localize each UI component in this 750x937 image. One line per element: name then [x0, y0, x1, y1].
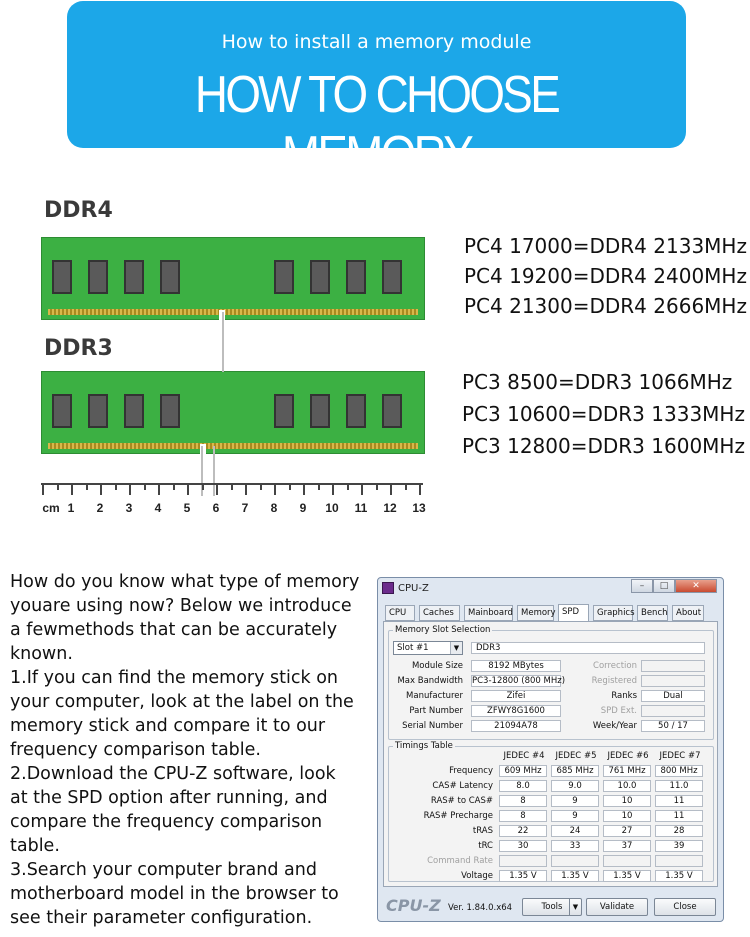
spd-ext-field — [641, 705, 705, 717]
ruler-tick — [260, 483, 262, 490]
frequency-line: PC4 17000=DDR4 2133MHz — [464, 234, 747, 258]
timings-cell: 9.0 — [551, 780, 599, 792]
ruler-tick — [361, 483, 363, 495]
tab-memory[interactable]: Memory — [517, 605, 554, 621]
spd-panel — [383, 621, 718, 887]
timings-cell: 8 — [499, 810, 547, 822]
timings-cell: 1.35 V — [655, 870, 703, 882]
timings-cell: 28 — [655, 825, 703, 837]
timings-cell: 11 — [655, 810, 703, 822]
instructions-text: How do you know what type of memory youare using now? Below we introduce a fewmethods that can be accurately known. 1.If you can find the memory stick on your computer, look at the label on the memory stick and compare it to our frequency comparison table. 2.Download the CPU-Z software, look at the SPD option after running, and compare the frequency comparison table. 3.Search your computer brand and motherboard model in the browser to see their parameter configuration. — [10, 572, 360, 928]
timings-cell: 8.0 — [499, 780, 547, 792]
ruler-label: 9 — [299, 501, 307, 515]
timings-cell: 10 — [603, 795, 651, 807]
module-size-label: Module Size — [411, 661, 463, 671]
serial-number-field: 21094A78 — [471, 720, 561, 732]
memory-chip — [346, 394, 366, 428]
timings-cell: 30 — [499, 840, 547, 852]
ruler-label: 12 — [383, 501, 397, 515]
memory-chip — [124, 394, 144, 428]
tab-cpu[interactable]: CPU — [385, 605, 415, 621]
tab-spd[interactable]: SPD — [558, 604, 589, 622]
max-bandwidth-field: PC3-12800 (800 MHz) — [472, 676, 566, 686]
ruler-tick — [202, 483, 204, 490]
ruler-tick — [115, 483, 117, 490]
tab-mainboard[interactable]: Mainboard — [464, 605, 513, 621]
ruler-label: 6 — [212, 501, 220, 515]
frequency-line: PC4 21300=DDR4 2666MHz — [464, 294, 747, 318]
ruler-tick — [347, 483, 349, 490]
ruler-label: 1 — [67, 501, 75, 515]
timings-cell — [655, 855, 703, 867]
tools-button-label: Tools — [541, 902, 563, 912]
ruler-label: 7 — [241, 501, 249, 515]
timings-row-label: Voltage — [461, 871, 493, 881]
memory-chip — [274, 394, 294, 428]
ruler-label: 3 — [125, 501, 133, 515]
slot-select-value: Slot #1 — [397, 643, 429, 653]
timings-cell — [603, 855, 651, 867]
registered-label: Registered — [591, 676, 637, 686]
slot-select[interactable] — [393, 641, 463, 655]
ruler-tick — [376, 483, 378, 490]
ruler-label: 5 — [183, 501, 191, 515]
ruler-tick — [86, 483, 88, 490]
memory-chip — [52, 394, 72, 428]
timings-group-title: Timings Table — [395, 741, 453, 751]
timings-row-label: tRAS — [472, 826, 493, 836]
timings-cell: 9 — [551, 795, 599, 807]
timings-group — [388, 741, 714, 882]
timings-row-label: tRC — [478, 841, 493, 851]
cpuz-version: Ver. 1.84.0.x64 — [448, 903, 513, 913]
tools-button[interactable] — [522, 898, 582, 916]
timings-cell: 11.0 — [655, 780, 703, 792]
ruler-tick — [216, 483, 218, 495]
ddr4-memory-stick — [41, 237, 425, 320]
memory-slot-group — [388, 625, 714, 740]
spd-ext-label: SPD Ext. — [600, 706, 637, 716]
ruler — [41, 483, 431, 523]
timings-row-label: Frequency — [449, 766, 493, 776]
ruler-label: 13 — [412, 501, 426, 515]
banner-title: HOW TO CHOOSE MEMORY — [194, 66, 559, 184]
cpuz-titlebar — [378, 578, 723, 600]
memory-chip — [310, 394, 330, 428]
registered-field — [641, 675, 705, 687]
frequency-line: PC3 12800=DDR3 1600MHz — [462, 434, 745, 458]
header-banner — [67, 1, 686, 184]
timings-cell — [551, 855, 599, 867]
ruler-label: 2 — [96, 501, 104, 515]
part-number-label: Part Number — [409, 706, 463, 716]
minimize-icon[interactable]: – — [631, 579, 653, 593]
ruler-tick — [187, 483, 189, 495]
module-size-field: 8192 MBytes — [471, 660, 561, 672]
timings-cell: 24 — [551, 825, 599, 837]
timings-cell: 37 — [603, 840, 651, 852]
ruler-tick — [318, 483, 320, 490]
memory-chip — [382, 260, 402, 294]
ruler-label: 11 — [354, 501, 368, 515]
manufacturer-field: Zifei — [471, 690, 561, 702]
timings-cell: 27 — [603, 825, 651, 837]
validate-button[interactable]: Validate — [586, 898, 648, 916]
ruler-tick — [42, 483, 44, 495]
tab-bench[interactable]: Bench — [637, 605, 668, 621]
close-icon[interactable]: ✕ — [675, 579, 717, 593]
ruler-tick — [158, 483, 160, 495]
ruler-tick — [71, 483, 73, 495]
ruler-tick — [231, 483, 233, 490]
tab-graphics[interactable]: Graphics — [593, 605, 633, 621]
ruler-tick — [390, 483, 392, 495]
memory-chip — [382, 394, 402, 428]
timings-cell: 800 MHz — [655, 765, 703, 777]
memory-chip — [274, 260, 294, 294]
ruler-tick — [245, 483, 247, 495]
manufacturer-label: Manufacturer — [406, 691, 463, 701]
timings-cell: 8 — [499, 795, 547, 807]
ddr3-label: DDR3 — [44, 336, 113, 361]
ddr3-memory-stick — [41, 371, 425, 454]
ruler-tick — [129, 483, 131, 495]
timings-cell: 9 — [551, 810, 599, 822]
timings-cell: 1.35 V — [499, 870, 547, 882]
part-number-field: ZFWY8G1600 — [471, 705, 561, 717]
ruler-label: 10 — [325, 501, 339, 515]
ruler-tick — [303, 483, 305, 495]
timings-cell: 10 — [603, 810, 651, 822]
ruler-tick — [274, 483, 276, 495]
timings-cell: 609 MHz — [499, 765, 547, 777]
memory-chip — [88, 394, 108, 428]
week-year-label: Week/Year — [592, 721, 637, 731]
gold-pins — [48, 309, 418, 315]
banner-subtitle: How to install a memory module — [221, 31, 532, 53]
timings-cell: 39 — [655, 840, 703, 852]
memory-chip — [124, 260, 144, 294]
cpuz-footer-logo: CPU-Z — [386, 896, 441, 915]
tab-about[interactable]: About — [672, 605, 704, 621]
timings-cell — [499, 855, 547, 867]
maximize-icon[interactable]: □ — [653, 579, 675, 593]
ruler-tick — [100, 483, 102, 495]
gold-pins — [48, 443, 418, 449]
ruler-tick — [332, 483, 334, 495]
timings-cell: 10.0 — [603, 780, 651, 792]
frequency-line: PC3 8500=DDR3 1066MHz — [462, 370, 733, 394]
timings-cell: 1.35 V — [603, 870, 651, 882]
timings-column-header: JEDEC #6 — [607, 751, 649, 761]
week-year-field: 50 / 17 — [641, 720, 705, 732]
ruler-tick — [173, 483, 175, 490]
ruler-label: 4 — [154, 501, 162, 515]
frequency-line: PC3 10600=DDR3 1333MHz — [462, 402, 745, 426]
correction-field — [641, 660, 705, 672]
ruler-label: 8 — [270, 501, 278, 515]
timings-cell: 1.35 V — [551, 870, 599, 882]
memory-slot-group-title: Memory Slot Selection — [395, 625, 491, 635]
correction-label: Correction — [593, 661, 637, 671]
ruler-tick — [144, 483, 146, 490]
ruler-tick — [419, 483, 421, 495]
memory-chip — [160, 394, 180, 428]
cpuz-title: CPU-Z — [398, 583, 429, 594]
memory-type-field: DDR3 — [471, 642, 705, 654]
timings-column-header: JEDEC #5 — [555, 751, 597, 761]
max-bandwidth-label: Max Bandwidth — [397, 676, 463, 686]
ruler-tick — [289, 483, 291, 490]
serial-number-label: Serial Number — [402, 721, 463, 731]
timings-cell: 22 — [499, 825, 547, 837]
ddr4-notch-guide — [222, 312, 224, 372]
memory-chip — [160, 260, 180, 294]
memory-chip — [346, 260, 366, 294]
ranks-label: Ranks — [611, 691, 637, 701]
timings-cell: 685 MHz — [551, 765, 599, 777]
timings-column-header: JEDEC #7 — [659, 751, 701, 761]
chevron-down-icon[interactable]: ▼ — [569, 899, 581, 915]
timings-cell: 11 — [655, 795, 703, 807]
timings-column-header: JEDEC #4 — [503, 751, 545, 761]
memory-chip — [52, 260, 72, 294]
memory-chip — [310, 260, 330, 294]
ruler-unit: cm — [42, 501, 60, 515]
memory-chip — [88, 260, 108, 294]
ranks-field: Dual — [641, 690, 705, 702]
frequency-line: PC4 19200=DDR4 2400MHz — [464, 264, 747, 288]
tab-caches[interactable]: Caches — [419, 605, 460, 621]
timings-row-label: RAS# to CAS# — [430, 796, 493, 806]
timings-row-label: Command Rate — [427, 856, 493, 866]
ruler-tick — [405, 483, 407, 490]
timings-row-label: RAS# Precharge — [423, 811, 493, 821]
ruler-tick — [57, 483, 59, 490]
ddr4-label: DDR4 — [44, 198, 113, 223]
cpuz-window — [377, 577, 724, 922]
timings-cell: 761 MHz — [603, 765, 651, 777]
close-button[interactable]: Close — [654, 898, 716, 916]
timings-cell: 33 — [551, 840, 599, 852]
chevron-down-icon[interactable]: ▼ — [450, 642, 462, 654]
timings-row-label: CAS# Latency — [432, 781, 493, 791]
cpuz-app-icon — [382, 582, 394, 594]
